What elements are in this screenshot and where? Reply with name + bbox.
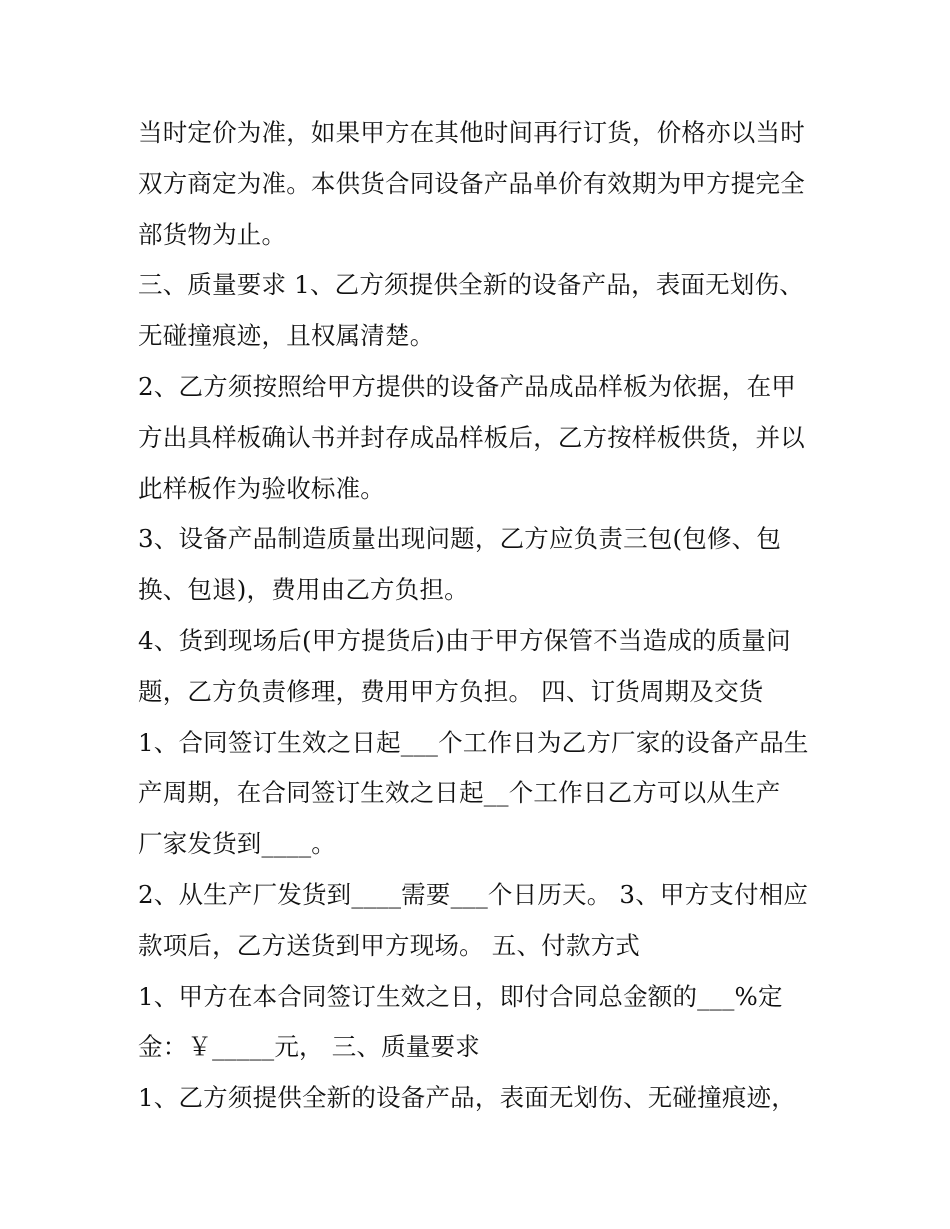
contract-text-body: [138, 108, 828, 1124]
text-line-3: 部货物为止。: [138, 219, 287, 249]
text-line-2: 双方商定为准。本供货合同设备产品单价有效期为甲方提完全: [138, 168, 805, 198]
text-line-12: 题，乙方负责修理，费用甲方负担。 四、订货周期及交货: [138, 676, 764, 706]
text-line-14: 产周期，在合同签订生效之日起__个工作日乙方可以从生产: [138, 778, 781, 808]
text-line-11: 4、货到现场后(甲方提货后)由于甲方保管不当造成的质量问: [138, 625, 791, 655]
text-line-7: 方出具样板确认书并封存成品样板后，乙方按样板供货，并以: [138, 422, 805, 452]
text-line-10: 换、包退)，费用由乙方负担。: [138, 575, 469, 605]
text-line-13: 1、合同签订生效之日起___个工作日为乙方厂家的设备产品生: [138, 727, 809, 757]
text-line-4: 三、质量要求 1、乙方须提供全新的设备产品，表面无划伤、: [138, 270, 804, 300]
text-line-20: 1、乙方须提供全新的设备产品，表面无划伤、无碰撞痕迹，: [138, 1083, 796, 1113]
text-line-9: 3、设备产品制造质量出现问题，乙方应负责三包(包修、包: [138, 524, 782, 554]
text-line-16: 2、从生产厂发货到____需要___个日历天。 3、甲方支付相应: [138, 879, 809, 909]
text-line-18: 1、甲方在本合同签订生效之日，即付合同总金额的___%定: [138, 981, 783, 1011]
text-line-8: 此样板作为验收标准。: [138, 473, 385, 503]
text-line-15: 厂家发货到____。: [138, 829, 336, 859]
text-line-5: 无碰撞痕迹，且权属清楚。: [138, 321, 435, 351]
text-line-1: 当时定价为准，如果甲方在其他时间再行订货，价格亦以当时: [138, 118, 805, 147]
text-line-19: 金：￥_____元， 三、质量要求: [138, 1032, 480, 1062]
text-line-6: 2、乙方须按照给甲方提供的设备产品成品样板为依据，在甲: [138, 371, 796, 401]
text-line-17: 款项后，乙方送货到甲方现场。 五、付款方式: [138, 930, 640, 960]
